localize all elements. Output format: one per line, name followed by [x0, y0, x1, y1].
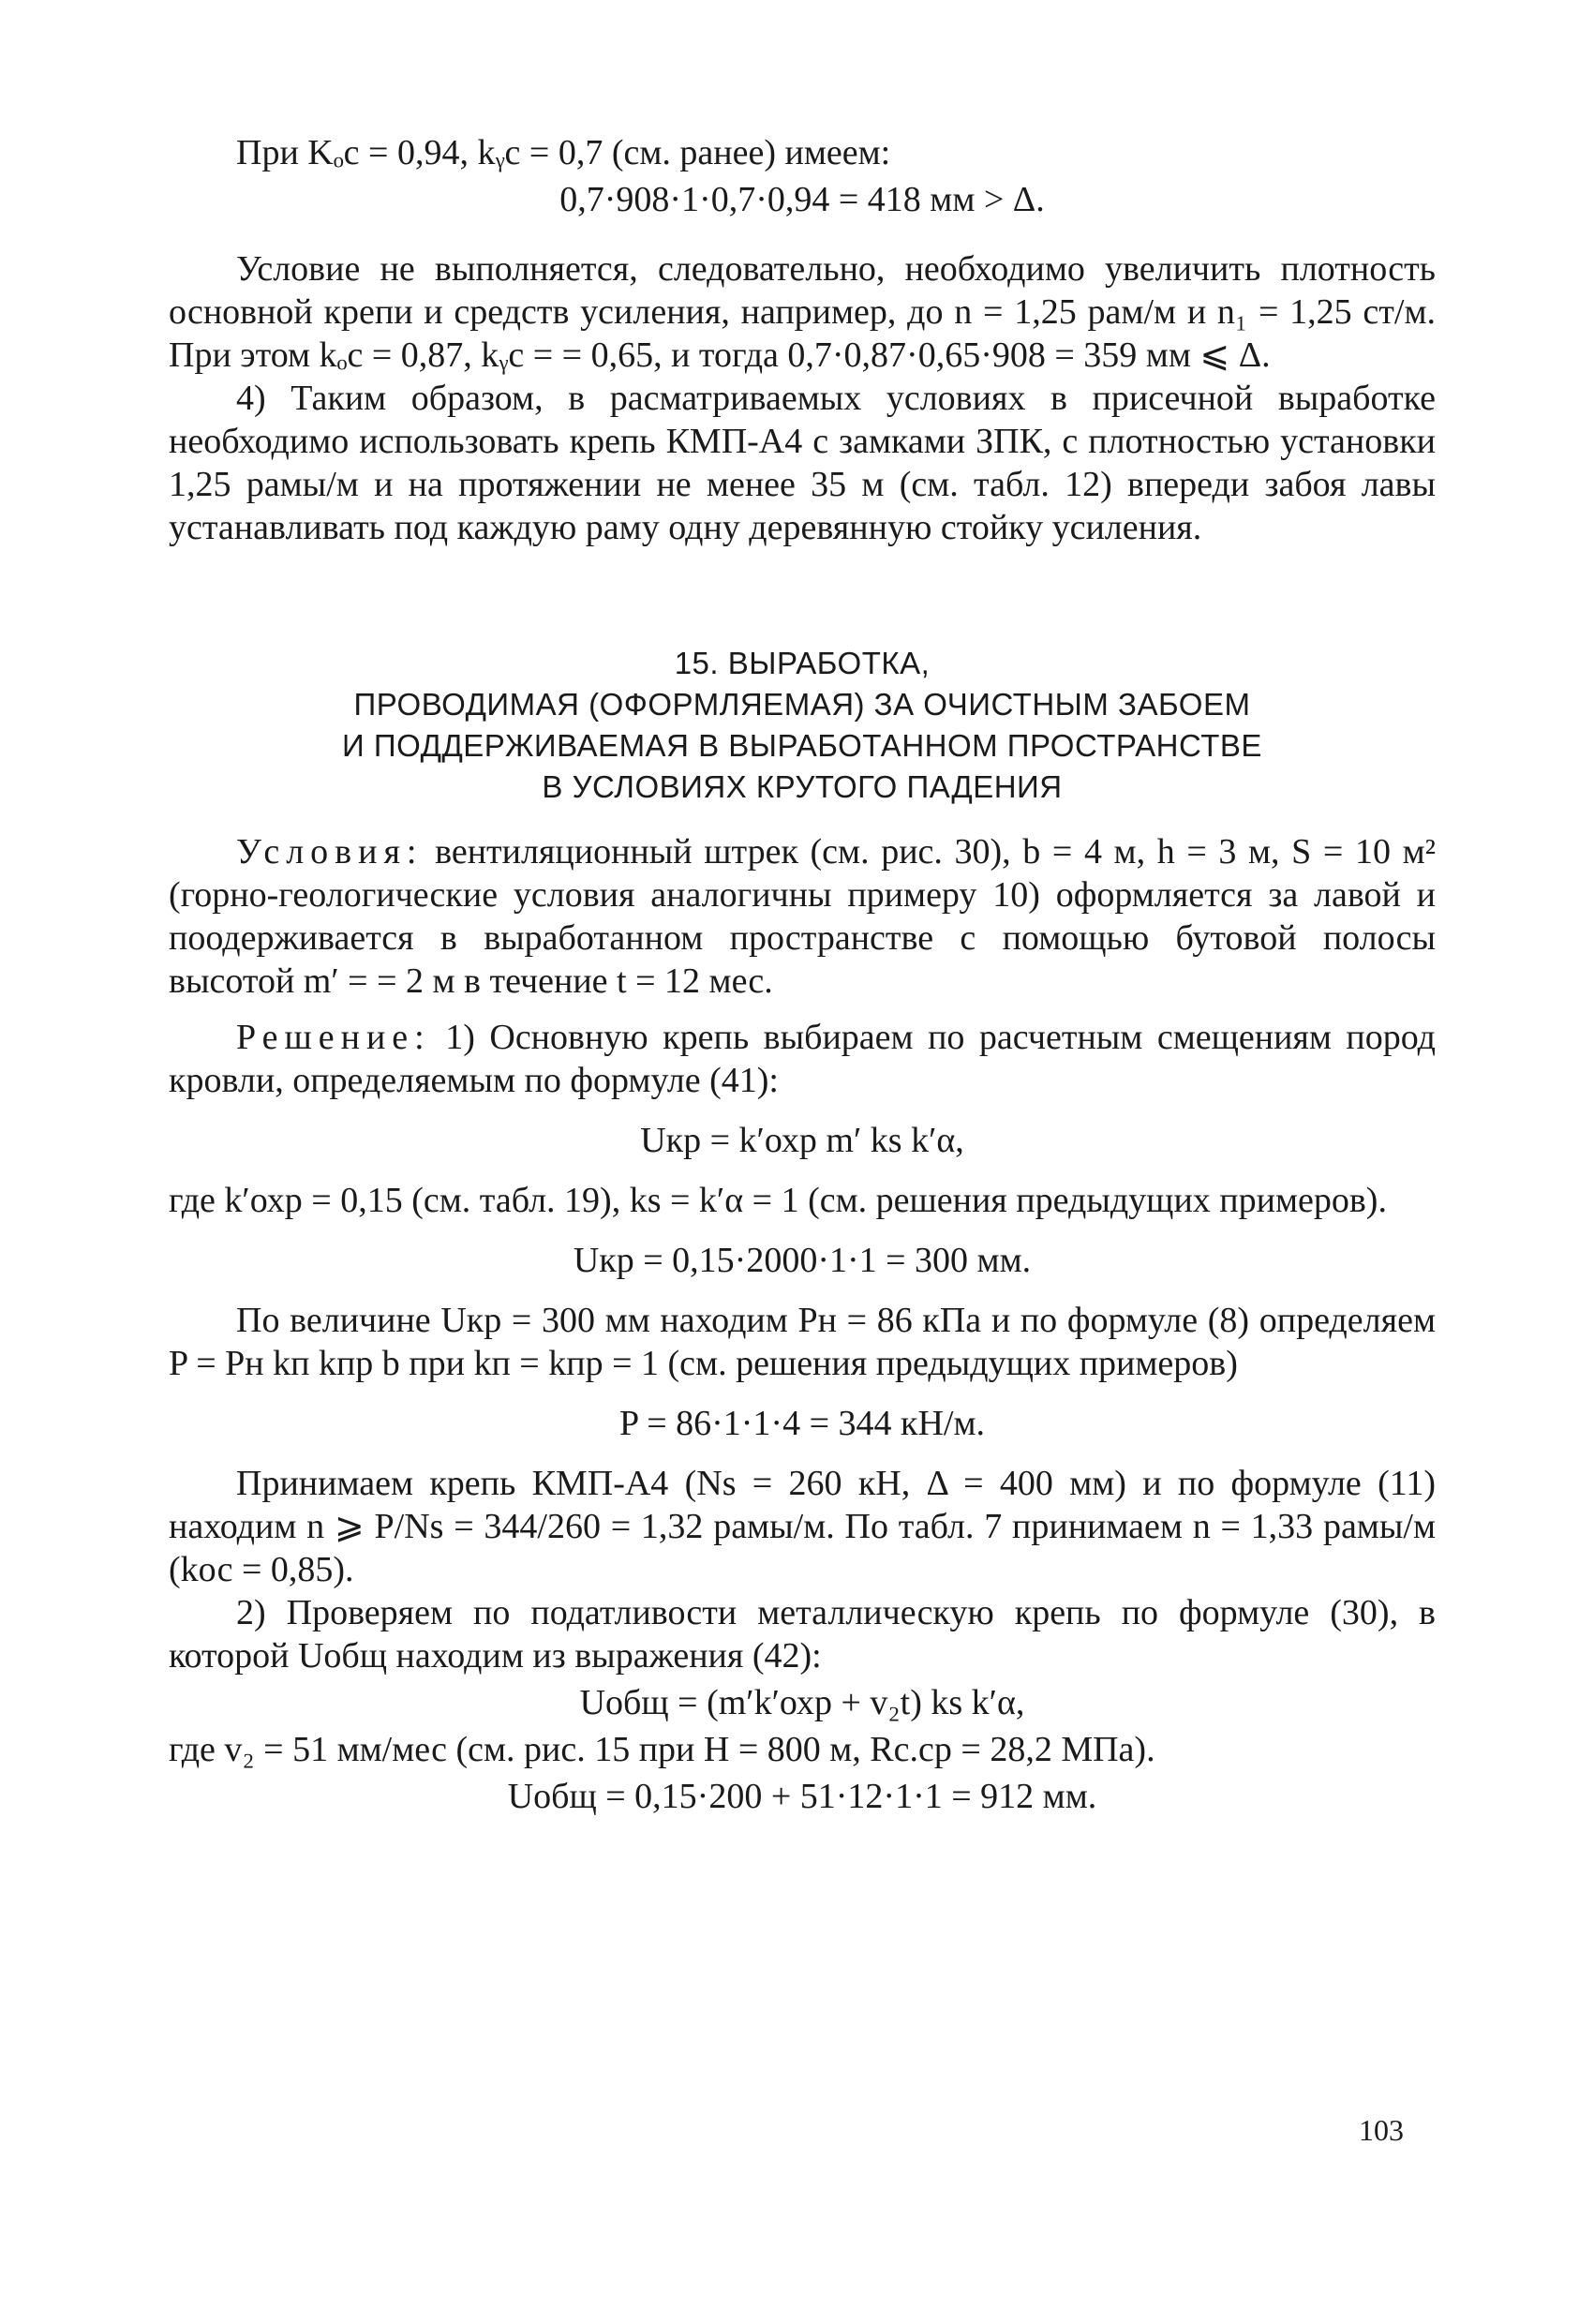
- conditions-text: вентиляционный штрек (см. рис. 30), b = 4 м, h = 3 м, S = 10 м² (горно-геологические условия аналогичны примеру 10) оформляется за лавой и поодерживается в выработанном пространстве с помощью бутовой полосы высотой m′ = = 2 м в течение t = 12 мес.: [169, 832, 1437, 1001]
- formula-ukr: Uкр = k′охр m′ ks k′α,: [640, 1121, 964, 1160]
- para-where-2: где v₂ = 51 мм/мес (см. рис. 15 при H = 800 м, Rс.ср = 28,2 МПа).: [169, 1730, 1155, 1769]
- page-number: 103: [1359, 2113, 1404, 2147]
- section-heading-line3: И ПОДДЕРЖИВАЕМАЯ В ВЫРАБОТАННОМ ПРОСТРАНСТВЕ: [342, 728, 1262, 763]
- conditions-label: Условия:: [236, 832, 424, 872]
- para-value-p: По величине Uкр = 300 мм находим Pн = 86 кПа и по формуле (8) определяем P = Pн kп kпр b при kп = kпр = 1 (см. решения предыдущих примеров): [169, 1301, 1436, 1383]
- section-heading-line1: 15. ВЫРАБОТКА,: [674, 646, 931, 680]
- para-conditions: [169, 830, 1436, 1003]
- section-heading-line4: В УСЛОВИЯХ КРУТОГО ПАДЕНИЯ: [542, 769, 1063, 804]
- para-where-1: где k′охр = 0,15 (см. табл. 19), ks = k′α = 1 (см. решения предыдущих примеров).: [169, 1181, 1387, 1220]
- para-accept-support: Принимаем крепь КМП-А4 (Ns = 260 кН, Δ = 400 мм) и по формуле (11) находим n ⩾ P/Ns = 344/260 = 1,32 рамы/м. По табл. 7 принимаем n = 1,33 рамы/м (kос = 0,85).: [169, 1464, 1436, 1589]
- equation-uobsch-912: Uобщ = 0,15·200 + 51·12·1·1 = 912 мм.: [507, 1777, 1097, 1816]
- page-body: [169, 131, 1436, 1822]
- section-heading: [169, 643, 1436, 808]
- equation-418: 0,7·908·1·0,7·0,94 = 418 мм > Δ.: [559, 180, 1045, 219]
- para-condition-not-met: Условие не выполняется, следовательно, необходимо увеличить плотность основной крепи и средств усиления, например, до n = 1,25 рам/м и n₁ = 1,25 ст/м. При этом kₒc = 0,87, kᵧc = = 0,65, и тогда 0,7·0,87·0,65·908 = 359 мм ⩽ Δ.: [169, 249, 1436, 375]
- para-intro: При Kₒc = 0,94, kᵧc = 0,7 (см. ранее) имеем:: [236, 133, 891, 172]
- para-check-2: 2) Проверяем по податливости металлическую крепь по формуле (30), в которой Uобщ находим из выражения (42):: [169, 1593, 1436, 1676]
- para-solution: [169, 1016, 1436, 1102]
- solution-text: 1) Основную крепь выбираем по расчетным смещениям пород кровли, определяемым по формуле (41):: [169, 1018, 1437, 1100]
- equation-p-344: P = 86·1·1·4 = 344 кН/м.: [618, 1404, 986, 1443]
- formula-uobsch: Uобщ = (m′k′охр + v₂t) ks k′α,: [579, 1683, 1025, 1722]
- para-conclusion-4: 4) Таким образом, в расматриваемых условиях в присечной выработке необходимо использовать крепь КМП-А4 с замками ЗПК, с плотностью установки 1,25 рамы/м и на протяжении не менее 35 м (см. табл. 12) впереди забоя лавы устанавливать под каждую раму одну деревянную стойку усиления.: [169, 379, 1436, 547]
- solution-label: Решение:: [236, 1018, 431, 1057]
- equation-ukr-300: Uкр = 0,15·2000·1·1 = 300 мм.: [573, 1241, 1032, 1280]
- section-heading-line2: ПРОВОДИМАЯ (ОФОРМЛЯЕМАЯ) ЗА ОЧИСТНЫМ ЗАБОЕМ: [353, 687, 1251, 722]
